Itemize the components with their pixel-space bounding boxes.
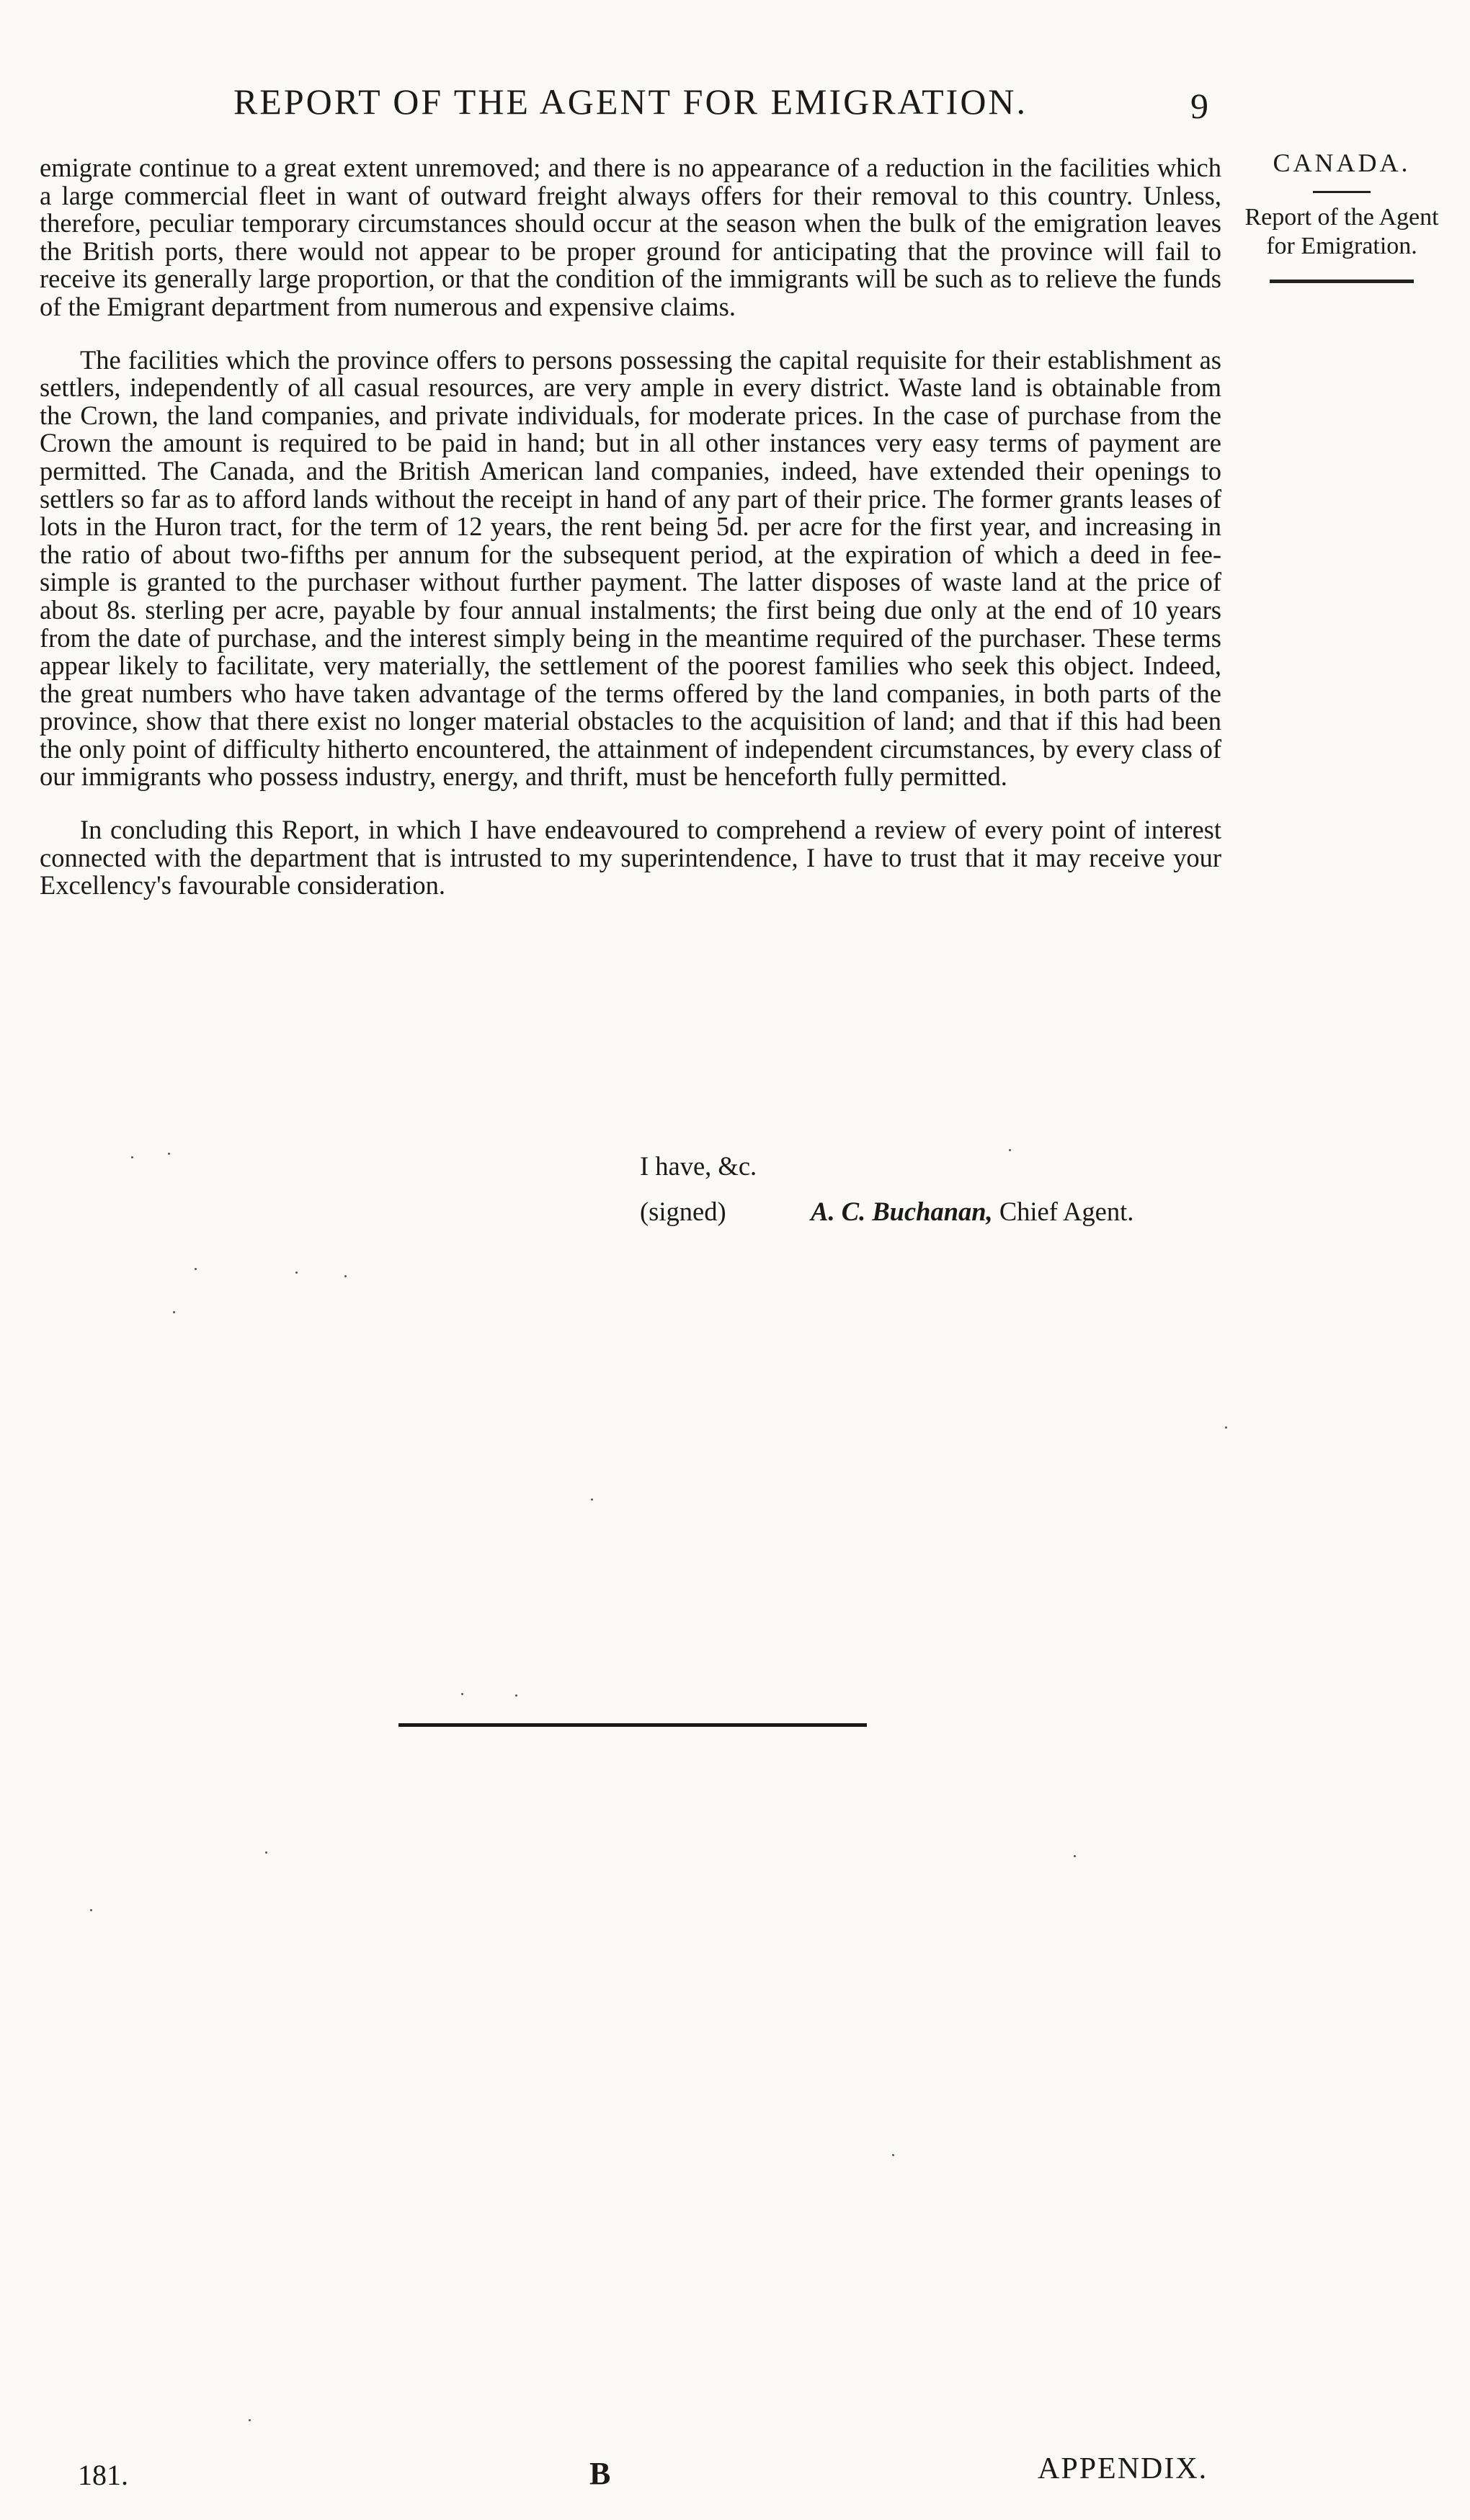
print-speck	[892, 2154, 894, 2156]
page-header-title: REPORT OF THE AGENT FOR EMIGRATION.	[233, 81, 1028, 122]
print-speck	[1225, 1426, 1227, 1429]
print-speck	[515, 1694, 517, 1697]
sidenote-country: CANADA.	[1273, 148, 1411, 177]
print-speck	[265, 1851, 267, 1854]
footer-signature-mark: B	[589, 2456, 611, 2491]
margin-sidenote	[1234, 148, 1450, 283]
report-body	[40, 154, 1221, 925]
print-speck	[344, 1275, 347, 1277]
print-speck	[173, 1311, 175, 1313]
print-speck	[168, 1153, 170, 1155]
end-of-section-rule	[398, 1723, 867, 1727]
footer-sheet-number: 181.	[78, 2459, 128, 2491]
signature-line	[640, 1196, 1133, 1227]
paragraph-land-facilities: The facilities which the province offers to persons possessing the capital requisite for their establishment as settlers, independently of all casual resources, are very ample in every district. Waste land is obtainable from the Crown, the land companies, and private individuals, for moderate prices. In the case of purchase from the Crown the amount is required to be paid in hand; but in all other instances very easy terms of payment are permitted. The Canada, and the British American land companies, indeed, have extended their openings to settlers so far as to afford lands without the receipt in hand of any part of their price. The former grants leases of lots in the Huron tract, for the term of 12 years, the rent being 5d. per acre for the first year, and increasing in the ratio of about two-fifths per annum for the subsequent period, at the expiration of which a deed in fee-simple is granted to the purchaser without further payment. The latter disposes of waste land at the price of about 8s. sterling per acre, payable by four annual instalments; the first being due only at the end of 10 years from the date of purchase, and the interest simply being in the meantime required of the purchaser. These terms appear likely to facilitate, very materially, the settlement of the poorest families who seek this object. Indeed, the great numbers who have taken advantage of the terms offered by the land companies, in both parts of the province, show that there exist no longer material obstacles to the acquisition of land; and that if this had been the only point of difficulty hitherto encountered, the attainment of independent circumstances, by every class of our immigrants who possess industry, energy, and thrift, must be henceforth fully permitted.	[40, 344, 1221, 792]
paragraph-conclusion: In concluding this Report, in which I have endeavoured to comprehend a review of every point of interest connected with the department that is intrusted to my superintendence, I have to trust that it may receive your Excellency's favourable consideration.	[40, 815, 1221, 901]
print-speck	[90, 1909, 92, 1911]
print-speck	[591, 1498, 593, 1501]
print-speck	[1009, 1149, 1011, 1151]
print-speck	[195, 1268, 197, 1270]
page-number: 9	[1190, 86, 1208, 126]
print-speck	[131, 1156, 133, 1158]
print-speck	[1074, 1855, 1076, 1857]
print-speck	[249, 2419, 251, 2421]
signatory-title: Chief Agent.	[999, 1197, 1134, 1226]
letter-closing: I have, &c.	[640, 1151, 757, 1181]
sidenote-divider	[1313, 191, 1371, 193]
paragraph-continuation: emigrate continue to a great extent unremoved; and there is no appearance of a reduction in the facilities which a large commercial fleet in want of outward freight always offers for their removal to this country. Unless, therefore, peculiar temporary circumstances should occur at the season when the bulk of the emigration leaves the British ports, there would not appear to be proper ground for anticipating that the province will fail to receive its generally large proportion, or that the condition of the immigrants will be such as to relieve the funds of the Emigrant department from numerous and expensive claims.	[40, 153, 1221, 321]
print-speck	[461, 1693, 463, 1695]
signatory-name: A. C. Buchanan,	[811, 1197, 993, 1226]
sidenote-subject: Report of the Agent for Emigration.	[1244, 204, 1439, 259]
print-speck	[295, 1272, 298, 1274]
signed-label: (signed)	[640, 1197, 726, 1226]
sidenote-rule	[1270, 280, 1414, 283]
footer-catchword: APPENDIX.	[1038, 2452, 1208, 2485]
